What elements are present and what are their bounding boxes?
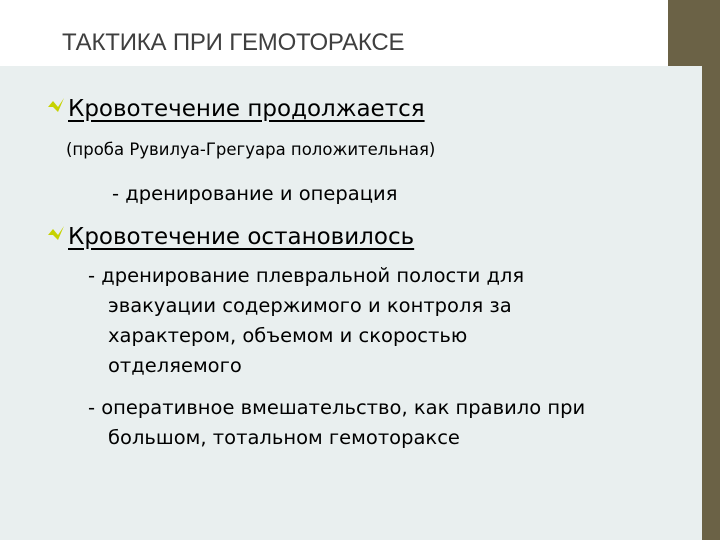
slide-title: ТАКТИКА ПРИ ГЕМОТОРАКСЕ [62,29,405,56]
bullet-item-1 [46,96,425,122]
bullet-note: (проба Рувилуа-Грегуара положительная) [66,140,436,159]
bullet-line: - оперативное вмешательство, как правило при [88,396,586,419]
bullet-action: - дренирование и операция [112,182,398,205]
title-bar [0,0,668,66]
content-panel [0,66,702,540]
arrow-bullet-icon [46,96,66,118]
bullet-line: отделяемого [108,354,242,377]
bullet-item-2 [46,224,414,250]
bullet-line: эвакуации содержимого и контроля за [108,294,512,317]
bullet-heading: Кровотечение продолжается [68,96,425,122]
arrow-bullet-icon [46,224,66,246]
bullet-line: характером, объемом и скоростью [108,324,468,347]
bullet-line: большом, тотальном гемотораксе [108,426,460,449]
bullet-line: - дренирование плевральной полости для [88,264,525,287]
bullet-heading: Кровотечение остановилось [68,224,415,250]
